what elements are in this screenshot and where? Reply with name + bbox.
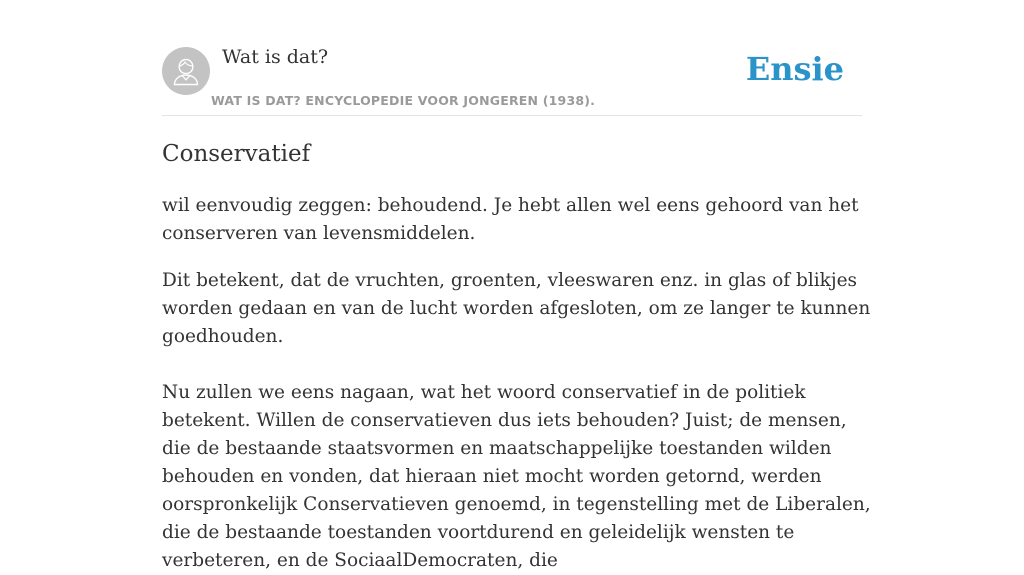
brand-logo[interactable]: Ensie [745, 50, 844, 88]
user-silhouette-icon [162, 47, 210, 95]
source-title[interactable]: Wat is dat? [222, 46, 329, 68]
article-paragraph: Nu zullen we eens nagaan, wat het woord conservatief in de politiek betekent. Willen de conservatieven dus iets behouden? Juist; de mensen, die de bestaande staatsvormen en maatschappelijke toestanden wilden behouden en vonden, dat hieraan niet mocht worden getornd, werden oorspronkelijk Conservatieven genoemd, in tegenstelling met de Liberalen, die de bestaande toestanden voortdurend en geleidelijk wensten te verbeteren, en de SociaalDemocraten, die [162, 382, 871, 571]
article-paragraph: wil eenvoudig zeggen: behoudend. Je hebt allen wel eens gehoord van het conserveren van levensmiddelen. [162, 195, 859, 244]
article-term: Conservatief [162, 141, 311, 167]
avatar[interactable] [162, 47, 210, 95]
source-header [162, 40, 862, 116]
article-paragraph: Dit betekent, dat de vruchten, groenten, vleeswaren enz. in glas of blikjes worden gedaan en van de lucht worden afgesloten, om ze langer te kunnen goedhouden. [162, 270, 871, 347]
source-subtitle: WAT IS DAT? ENCYCLOPEDIE VOOR JONGEREN (1938). [211, 93, 596, 108]
article [162, 138, 872, 575]
